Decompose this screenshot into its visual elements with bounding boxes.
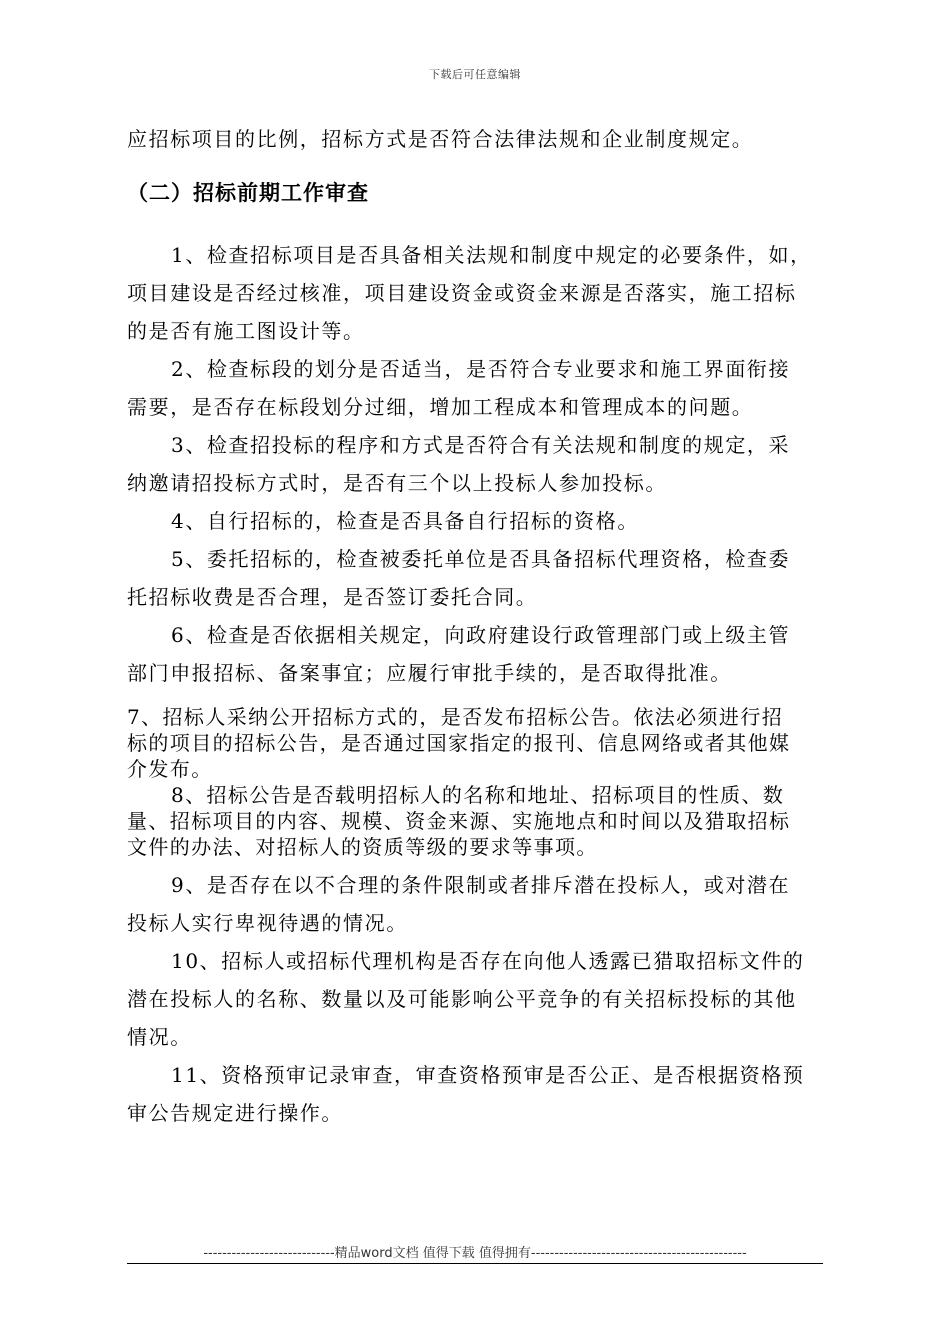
- item-paragraph-2: [127, 350, 827, 426]
- paragraph-line: 5、委托招标的，检查被委托单位是否具备招标代理资格，检查委: [171, 547, 791, 571]
- item-paragraph-8: [127, 782, 827, 860]
- paragraph-line: 纳邀请招投标方式时，是否有三个以上投标人参加投标。: [127, 471, 667, 495]
- item-paragraph-10: [127, 942, 827, 1056]
- paragraph-line: 标的项目的招标公告，是否通过国家指定的报刊、信息网络或者其他媒: [127, 731, 791, 755]
- paragraph-line: 项目建设是否经过核准，项目建设资金或资金来源是否落实，施工招标: [127, 281, 797, 305]
- footer-note: ----------------------------精品word文档 值得下载 值得拥有----------------------------------------------: [203, 1246, 747, 1261]
- paragraph-line: 潜在投标人的名称、数量以及可能影响公平竞争的有关招标投标的其他: [127, 987, 797, 1011]
- item-paragraph-11: [127, 1056, 827, 1132]
- paragraph-line: 2、检查标段的划分是否适当，是否符合专业要求和施工界面衔接: [171, 357, 791, 381]
- paragraph-line: 文件的办法、对招标人的资质等级的要求等事项。: [127, 835, 598, 859]
- items-block-c: [127, 866, 827, 1132]
- intro-line: 应招标项目的比例，招标方式是否符合法律法规和企业制度规定。: [127, 127, 754, 151]
- paragraph-line: 介发布。: [127, 757, 213, 781]
- intro-paragraph: [127, 120, 827, 158]
- paragraph-line: 1、检查招标项目是否具备相关法规和制度中规定的必要条件，如，: [171, 243, 812, 267]
- item-paragraph-3: [127, 426, 827, 502]
- header-note: 下载后可任意编辑: [429, 68, 521, 81]
- items-block-b: [127, 704, 827, 860]
- paragraph-line: 6、检查是否依据相关规定，向政府建设行政管理部门或上级主管: [171, 623, 791, 647]
- item-paragraph-4: [127, 502, 827, 540]
- items-block-a: [127, 236, 827, 692]
- paragraph-line: 7、招标人采纳公开招标方式的，是否发布招标公告。依法必须进行招: [127, 705, 784, 729]
- paragraph-line: 投标人实行卑视待遇的情况。: [127, 911, 408, 935]
- paragraph-line: 8、招标公告是否载明招标人的名称和地址、招标项目的性质、数: [171, 783, 785, 807]
- paragraph-line: 10、招标人或招标代理机构是否存在向他人透露已猎取招标文件的: [171, 949, 805, 973]
- paragraph-line: 审公告规定进行操作。: [127, 1101, 343, 1125]
- item-paragraph-7: [127, 704, 827, 782]
- paragraph-line: 需要，是否存在标段划分过细，增加工程成本和管理成本的问题。: [127, 395, 754, 419]
- section-heading: （二）招标前期工作审查: [127, 181, 369, 205]
- paragraph-line: 量、招标项目的内容、规模、资金来源、实施地点和时间以及猎取招标: [127, 809, 791, 833]
- paragraph-line: 托招标收费是否合理，是否签订委托合同。: [127, 585, 538, 609]
- paragraph-line: 4、自行招标的，检查是否具备自行招标的资格。: [171, 509, 639, 533]
- item-paragraph-9: [127, 866, 827, 942]
- paragraph-line: 的是否有施工图设计等。: [127, 319, 365, 343]
- paragraph-line: 11、资格预审记录审查，审查资格预审是否公正、是否根据资格预: [171, 1063, 805, 1087]
- paragraph-line: 3、检查招投标的程序和方式是否符合有关法规和制度的规定，采: [171, 433, 791, 457]
- item-paragraph-6: [127, 616, 827, 692]
- footer-divider: [127, 1263, 823, 1264]
- paragraph-line: 9、是否存在以不合理的条件限制或者排斥潜在投标人，或对潜在: [171, 873, 791, 897]
- item-paragraph-5: [127, 540, 827, 616]
- paragraph-line: 部门申报招标、备案事宜；应履行审批手续的，是否取得批准。: [127, 661, 732, 685]
- paragraph-line: 情况。: [127, 1025, 192, 1049]
- item-paragraph-1: [127, 236, 827, 350]
